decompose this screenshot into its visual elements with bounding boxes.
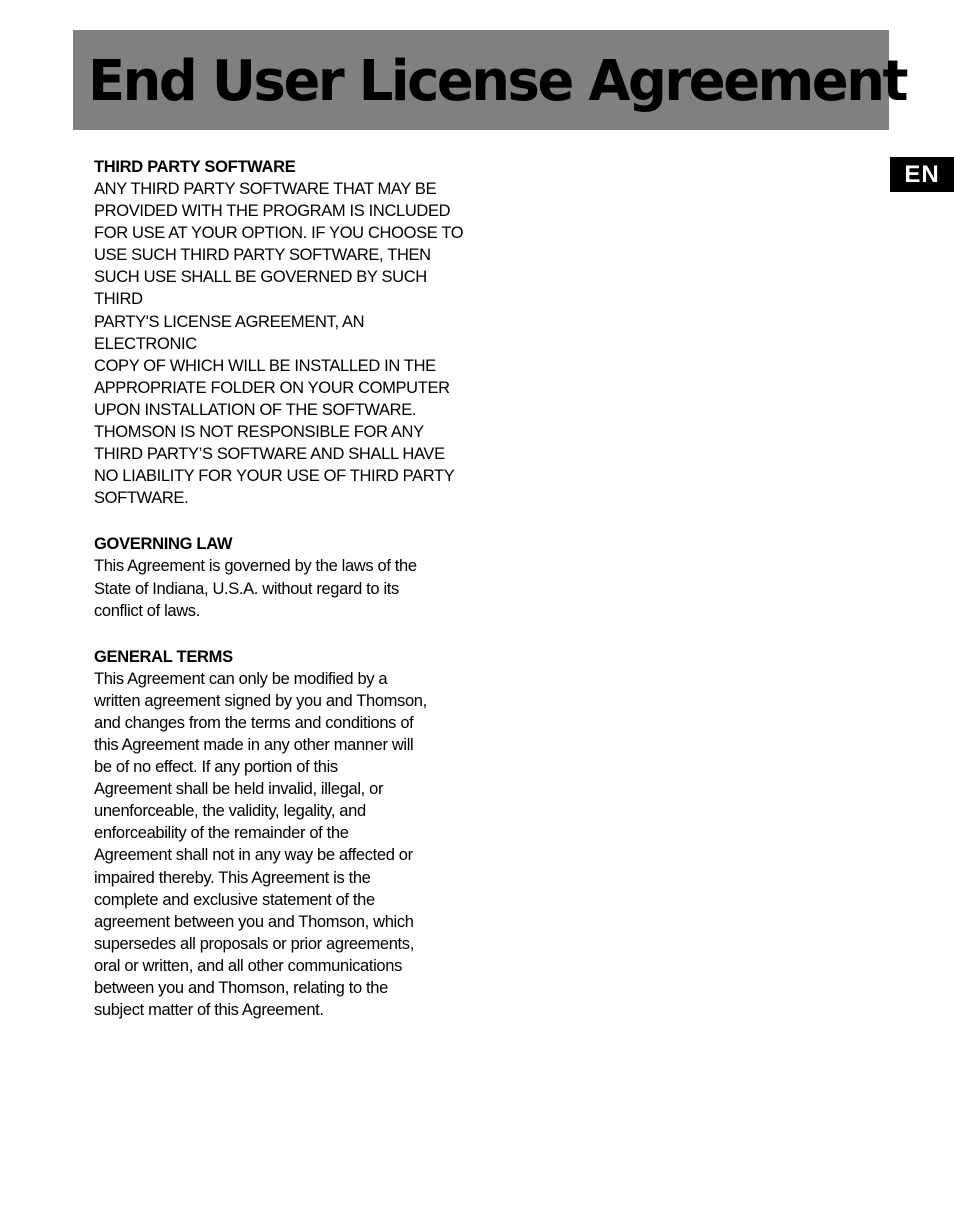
page-title: End User License Agreement [88, 49, 907, 114]
section-text: This Agreement is governed by the laws of the State of Indiana, U.S.A. without regard to its conflict of laws. [94, 557, 417, 620]
section-governing-law [94, 533, 466, 621]
section-heading: THIRD PARTY SOFTWARE [94, 158, 296, 176]
title-banner [73, 30, 907, 130]
section-third-party-software [94, 156, 466, 509]
section-heading: GOVERNING LAW [94, 535, 233, 554]
section-text: This Agreement can only be modified by a written agreement signed by you and Thomson, and changes from the terms and conditions of this Agreement made in any other manner will be of no effect. If any portion of this Agreement shall be held invalid, illegal, or unenforceable, the validity, legality, and enforceability of the remainder of the Agreement shall not in any way be affected or impaired thereby. This Agreement is the complete and exclusive statement of the agreement between you and Thomson, which supersedes all proposals or prior agreements, oral or written, and all other communications between you and Thomson, relating to the subject matter of this Agreement. [94, 669, 427, 1020]
section-heading: GENERAL TERMS [94, 647, 233, 666]
document-body [94, 156, 466, 1045]
section-general-terms [94, 646, 466, 1022]
section-text: ANY THIRD PARTY SOFTWARE THAT MAY BE PROVIDED WITH THE PROGRAM IS INCLUDED FOR USE AT YOUR OPTION. IF YOU CHOOSE TO USE SUCH THIRD PARTY SOFTWARE, THEN SUCH USE SHALL BE GOVERNED BY SUCH THIRD PARTY'S LICENSE AGREEMENT, AN ELECTRONIC COPY OF WHICH WILL BE INSTALLED IN THE APPROPRIATE FOLDER ON YOUR COMPUTER UPON INSTALLATION OF THE SOFTWARE. THOMSON IS NOT RESPONSIBLE FOR ANY THIRD PARTY’S SOFTWARE AND SHALL HAVE NO LIABILITY FOR YOUR USE OF THIRD PARTY SOFTWARE. [94, 180, 464, 508]
language-tab: EN [890, 157, 954, 192]
